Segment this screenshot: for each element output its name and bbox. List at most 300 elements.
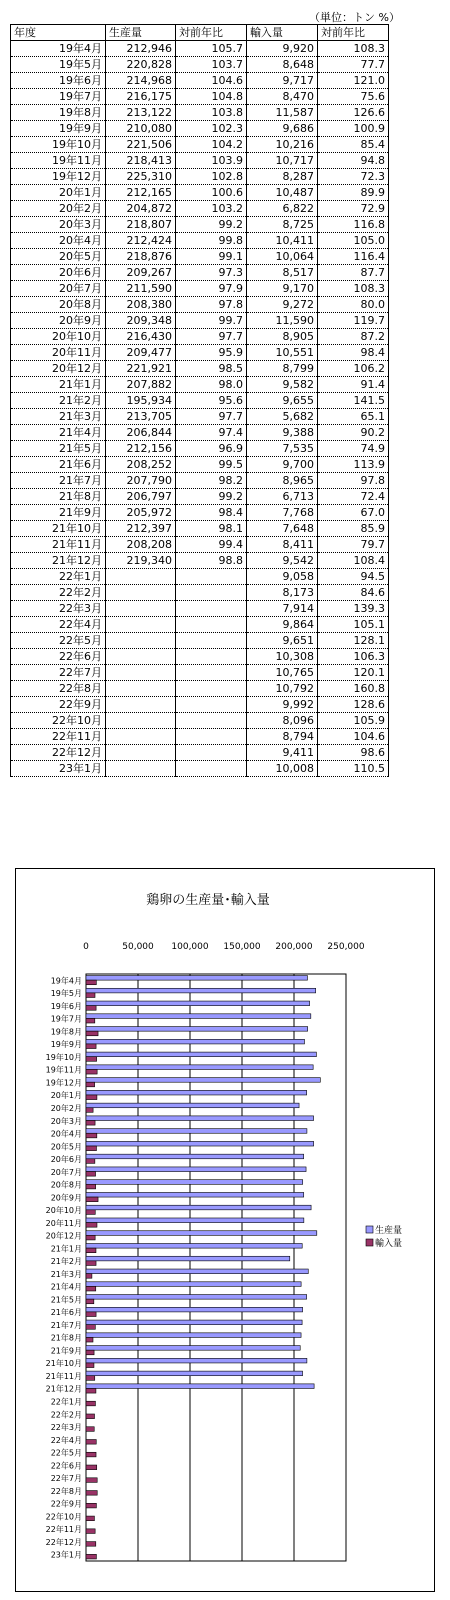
cell-production-ratio: 97.7 bbox=[176, 409, 247, 425]
table-row bbox=[11, 41, 389, 57]
cell-production bbox=[106, 745, 176, 761]
cell-import-ratio: 120.1 bbox=[318, 665, 389, 681]
table-row bbox=[11, 457, 389, 473]
header-production: 生産量 bbox=[106, 25, 176, 41]
cell-period: 19年8月 bbox=[11, 105, 106, 121]
table-row bbox=[11, 729, 389, 745]
cell-production-ratio: 95.6 bbox=[176, 393, 247, 409]
cell-period: 21年10月 bbox=[11, 521, 106, 537]
cell-import-ratio: 106.3 bbox=[318, 649, 389, 665]
legend-label: 生産量 bbox=[375, 1226, 403, 1236]
table-row bbox=[11, 393, 389, 409]
bar-import bbox=[86, 1478, 97, 1483]
table-row bbox=[11, 601, 389, 617]
cell-production: 225,310 bbox=[106, 169, 176, 185]
cell-import: 9,651 bbox=[247, 633, 318, 649]
y-tick-label: 19年10月 bbox=[45, 1052, 82, 1062]
bar-import bbox=[86, 1350, 94, 1355]
cell-import: 10,792 bbox=[247, 681, 318, 697]
bar-production bbox=[86, 1244, 302, 1249]
cell-import-ratio: 75.6 bbox=[318, 89, 389, 105]
cell-import: 7,914 bbox=[247, 601, 318, 617]
y-tick-label: 20年7月 bbox=[50, 1167, 82, 1177]
cell-production-ratio bbox=[176, 729, 247, 745]
bar-import bbox=[86, 1286, 96, 1291]
table-row bbox=[11, 345, 389, 361]
cell-import-ratio: 77.7 bbox=[318, 57, 389, 73]
cell-production: 218,807 bbox=[106, 217, 176, 233]
cell-import: 10,064 bbox=[247, 249, 318, 265]
cell-period: 21年3月 bbox=[11, 409, 106, 425]
cell-production: 220,828 bbox=[106, 57, 176, 73]
table-row bbox=[11, 105, 389, 121]
cell-production: 216,175 bbox=[106, 89, 176, 105]
bar-import bbox=[86, 1337, 93, 1342]
cell-production-ratio bbox=[176, 585, 247, 601]
bar-import bbox=[86, 1325, 95, 1330]
bar-import bbox=[86, 1197, 98, 1202]
y-tick-label: 22年2月 bbox=[50, 1410, 82, 1420]
cell-import: 7,648 bbox=[247, 521, 318, 537]
cell-production-ratio: 98.0 bbox=[176, 377, 247, 393]
cell-period: 22年10月 bbox=[11, 713, 106, 729]
table-row bbox=[11, 153, 389, 169]
cell-import-ratio: 72.9 bbox=[318, 201, 389, 217]
table-row bbox=[11, 217, 389, 233]
cell-production: 209,477 bbox=[106, 345, 176, 361]
cell-import: 9,411 bbox=[247, 745, 318, 761]
cell-production: 207,882 bbox=[106, 377, 176, 393]
bar-import bbox=[86, 1261, 96, 1266]
bar-import bbox=[86, 1223, 97, 1228]
bar-production bbox=[86, 1052, 316, 1057]
cell-import-ratio: 113.9 bbox=[318, 457, 389, 473]
bar-production bbox=[86, 1078, 320, 1083]
unit-label: （単位：トン %） bbox=[309, 11, 400, 24]
cell-production-ratio: 104.6 bbox=[176, 73, 247, 89]
cell-production-ratio: 99.2 bbox=[176, 489, 247, 505]
cell-import-ratio: 72.3 bbox=[318, 169, 389, 185]
bar-import bbox=[86, 993, 95, 998]
bar-production bbox=[86, 1180, 303, 1185]
cell-production: 204,872 bbox=[106, 201, 176, 217]
cell-import: 7,768 bbox=[247, 505, 318, 521]
bar-import bbox=[86, 1491, 97, 1496]
cell-import: 9,717 bbox=[247, 73, 318, 89]
bar-import bbox=[86, 1414, 94, 1419]
cell-period: 23年1月 bbox=[11, 761, 106, 777]
cell-import-ratio: 128.6 bbox=[318, 697, 389, 713]
bar-production bbox=[86, 1307, 303, 1312]
cell-production-ratio: 98.1 bbox=[176, 521, 247, 537]
cell-period: 21年7月 bbox=[11, 473, 106, 489]
plot-area bbox=[86, 974, 346, 1561]
cell-production-ratio bbox=[176, 569, 247, 585]
cell-import: 8,799 bbox=[247, 361, 318, 377]
table-row bbox=[11, 441, 389, 457]
cell-production: 206,844 bbox=[106, 425, 176, 441]
cell-import-ratio: 104.6 bbox=[318, 729, 389, 745]
cell-import: 9,170 bbox=[247, 281, 318, 297]
bar-production bbox=[86, 1205, 311, 1210]
x-tick-label: 50,000 bbox=[122, 942, 154, 952]
cell-production bbox=[106, 585, 176, 601]
y-tick-label: 20年3月 bbox=[50, 1116, 82, 1126]
cell-import: 10,551 bbox=[247, 345, 318, 361]
cell-import: 5,682 bbox=[247, 409, 318, 425]
header-import: 輸入量 bbox=[247, 25, 318, 41]
cell-period: 22年12月 bbox=[11, 745, 106, 761]
cell-production bbox=[106, 633, 176, 649]
cell-production-ratio bbox=[176, 713, 247, 729]
bar-import bbox=[86, 1440, 96, 1445]
y-tick-label: 20年5月 bbox=[50, 1142, 82, 1152]
chart-frame bbox=[15, 868, 435, 1592]
cell-import-ratio: 126.6 bbox=[318, 105, 389, 121]
cell-import-ratio: 65.1 bbox=[318, 409, 389, 425]
y-tick-label: 21年10月 bbox=[45, 1359, 82, 1369]
bar-import bbox=[86, 980, 96, 985]
table-row bbox=[11, 425, 389, 441]
cell-production-ratio bbox=[176, 681, 247, 697]
cell-import: 6,713 bbox=[247, 489, 318, 505]
bar-import bbox=[86, 1465, 97, 1470]
cell-import-ratio: 105.9 bbox=[318, 713, 389, 729]
cell-production: 212,424 bbox=[106, 233, 176, 249]
bar-import bbox=[86, 1120, 95, 1125]
bar-chart bbox=[16, 869, 434, 1591]
cell-import: 9,542 bbox=[247, 553, 318, 569]
cell-import-ratio: 105.0 bbox=[318, 233, 389, 249]
cell-production: 206,797 bbox=[106, 489, 176, 505]
cell-period: 19年7月 bbox=[11, 89, 106, 105]
table-row bbox=[11, 377, 389, 393]
y-tick-label: 20年11月 bbox=[45, 1218, 82, 1228]
x-tick-label: 150,000 bbox=[223, 942, 261, 952]
bar-production bbox=[86, 1282, 301, 1287]
cell-import: 10,487 bbox=[247, 185, 318, 201]
bar-production bbox=[86, 1167, 306, 1172]
y-tick-label: 21年8月 bbox=[50, 1333, 82, 1343]
bar-import bbox=[86, 1172, 96, 1177]
y-tick-label: 20年6月 bbox=[50, 1155, 82, 1165]
cell-production: 211,590 bbox=[106, 281, 176, 297]
cell-production: 221,506 bbox=[106, 137, 176, 153]
cell-import: 8,905 bbox=[247, 329, 318, 345]
cell-production-ratio: 104.8 bbox=[176, 89, 247, 105]
y-tick-label: 22年10月 bbox=[45, 1512, 82, 1522]
cell-production: 209,348 bbox=[106, 313, 176, 329]
cell-production-ratio bbox=[176, 665, 247, 681]
bar-production bbox=[86, 988, 316, 993]
table-row bbox=[11, 201, 389, 217]
bar-import bbox=[86, 1516, 94, 1521]
cell-import-ratio: 106.2 bbox=[318, 361, 389, 377]
y-tick-label: 22年3月 bbox=[50, 1423, 82, 1433]
y-tick-label: 19年7月 bbox=[50, 1014, 82, 1024]
cell-import-ratio: 119.7 bbox=[318, 313, 389, 329]
cell-import: 10,308 bbox=[247, 649, 318, 665]
bar-production bbox=[86, 1218, 304, 1223]
table-body bbox=[11, 41, 389, 777]
cell-import: 7,535 bbox=[247, 441, 318, 457]
y-tick-label: 20年1月 bbox=[50, 1091, 82, 1101]
y-tick-label: 19年12月 bbox=[45, 1078, 82, 1088]
cell-import: 8,517 bbox=[247, 265, 318, 281]
cell-import-ratio: 94.8 bbox=[318, 153, 389, 169]
cell-period: 21年12月 bbox=[11, 553, 106, 569]
cell-import: 9,920 bbox=[247, 41, 318, 57]
bar-production bbox=[86, 1039, 304, 1044]
bar-import bbox=[86, 1363, 94, 1368]
x-tick-label: 0 bbox=[83, 942, 89, 952]
bar-import bbox=[86, 1095, 97, 1100]
bar-production bbox=[86, 1001, 310, 1006]
table-row bbox=[11, 473, 389, 489]
table-row bbox=[11, 329, 389, 345]
cell-production-ratio: 99.4 bbox=[176, 537, 247, 553]
cell-period: 20年11月 bbox=[11, 345, 106, 361]
table-row bbox=[11, 297, 389, 313]
bar-production bbox=[86, 1384, 314, 1389]
y-tick-label: 22年1月 bbox=[50, 1397, 82, 1407]
cell-import: 9,058 bbox=[247, 569, 318, 585]
table-row bbox=[11, 649, 389, 665]
bar-import bbox=[86, 1529, 95, 1534]
cell-period: 19年11月 bbox=[11, 153, 106, 169]
cell-period: 20年3月 bbox=[11, 217, 106, 233]
bar-import bbox=[86, 1006, 96, 1011]
cell-production bbox=[106, 697, 176, 713]
cell-production-ratio: 103.8 bbox=[176, 105, 247, 121]
cell-production bbox=[106, 569, 176, 585]
bar-production bbox=[86, 1192, 304, 1197]
cell-import: 9,272 bbox=[247, 297, 318, 313]
cell-production: 219,340 bbox=[106, 553, 176, 569]
cell-period: 21年6月 bbox=[11, 457, 106, 473]
cell-import-ratio: 91.4 bbox=[318, 377, 389, 393]
bar-production bbox=[86, 1065, 313, 1070]
table-row bbox=[11, 681, 389, 697]
cell-import: 8,411 bbox=[247, 537, 318, 553]
cell-production: 205,972 bbox=[106, 505, 176, 521]
cell-production: 209,267 bbox=[106, 265, 176, 281]
table-row bbox=[11, 169, 389, 185]
legend-swatch bbox=[366, 1226, 373, 1233]
bar-import bbox=[86, 1082, 95, 1087]
y-tick-label: 19年5月 bbox=[50, 989, 82, 999]
bar-import bbox=[86, 1503, 96, 1508]
y-tick-label: 21年1月 bbox=[50, 1244, 82, 1254]
cell-production: 212,156 bbox=[106, 441, 176, 457]
y-tick-label: 21年4月 bbox=[50, 1282, 82, 1292]
cell-period: 22年11月 bbox=[11, 729, 106, 745]
y-tick-label: 22年12月 bbox=[45, 1537, 82, 1547]
cell-production-ratio: 98.4 bbox=[176, 505, 247, 521]
cell-production: 218,413 bbox=[106, 153, 176, 169]
table-row bbox=[11, 537, 389, 553]
cell-period: 21年11月 bbox=[11, 537, 106, 553]
bar-import bbox=[86, 1401, 95, 1406]
cell-import-ratio: 87.2 bbox=[318, 329, 389, 345]
cell-production bbox=[106, 601, 176, 617]
bar-production bbox=[86, 1116, 314, 1121]
cell-import: 9,992 bbox=[247, 697, 318, 713]
cell-import-ratio: 108.4 bbox=[318, 553, 389, 569]
y-tick-label: 19年9月 bbox=[50, 1040, 82, 1050]
cell-import-ratio: 85.9 bbox=[318, 521, 389, 537]
y-tick-label: 22年9月 bbox=[50, 1499, 82, 1509]
y-tick-label: 22年4月 bbox=[50, 1435, 82, 1445]
cell-production-ratio bbox=[176, 697, 247, 713]
cell-import-ratio: 85.4 bbox=[318, 137, 389, 153]
data-table bbox=[10, 24, 389, 777]
cell-production bbox=[106, 649, 176, 665]
cell-import-ratio: 116.4 bbox=[318, 249, 389, 265]
cell-production-ratio bbox=[176, 601, 247, 617]
cell-import: 9,686 bbox=[247, 121, 318, 137]
table-row bbox=[11, 233, 389, 249]
cell-import-ratio: 108.3 bbox=[318, 41, 389, 57]
table-row bbox=[11, 665, 389, 681]
cell-period: 19年5月 bbox=[11, 57, 106, 73]
cell-import: 8,470 bbox=[247, 89, 318, 105]
cell-production-ratio: 97.8 bbox=[176, 297, 247, 313]
y-tick-label: 22年8月 bbox=[50, 1486, 82, 1496]
cell-import: 8,287 bbox=[247, 169, 318, 185]
cell-production-ratio bbox=[176, 761, 247, 777]
bar-import bbox=[86, 1044, 96, 1049]
bar-import bbox=[86, 1108, 93, 1113]
cell-production: 208,252 bbox=[106, 457, 176, 473]
x-tick-label: 100,000 bbox=[171, 942, 209, 952]
cell-period: 22年6月 bbox=[11, 649, 106, 665]
cell-production: 195,934 bbox=[106, 393, 176, 409]
cell-production-ratio bbox=[176, 745, 247, 761]
y-tick-label: 22年7月 bbox=[50, 1474, 82, 1484]
bar-import bbox=[86, 1388, 96, 1393]
y-tick-label: 21年7月 bbox=[50, 1320, 82, 1330]
cell-import: 10,765 bbox=[247, 665, 318, 681]
bar-import bbox=[86, 1146, 96, 1151]
cell-import: 10,411 bbox=[247, 233, 318, 249]
table-row bbox=[11, 185, 389, 201]
cell-production bbox=[106, 665, 176, 681]
cell-production-ratio: 99.2 bbox=[176, 217, 247, 233]
bar-production bbox=[86, 1346, 300, 1351]
y-tick-label: 20年10月 bbox=[45, 1206, 82, 1216]
header-period: 年度 bbox=[11, 25, 106, 41]
cell-production-ratio: 98.5 bbox=[176, 361, 247, 377]
cell-period: 20年2月 bbox=[11, 201, 106, 217]
table-row bbox=[11, 489, 389, 505]
cell-production: 208,380 bbox=[106, 297, 176, 313]
table-row bbox=[11, 281, 389, 297]
cell-import: 11,590 bbox=[247, 313, 318, 329]
cell-import: 8,096 bbox=[247, 713, 318, 729]
table-row bbox=[11, 89, 389, 105]
bar-production bbox=[86, 976, 307, 981]
cell-period: 22年3月 bbox=[11, 601, 106, 617]
y-tick-label: 20年12月 bbox=[45, 1231, 82, 1241]
bar-production bbox=[86, 1014, 311, 1019]
cell-production: 216,430 bbox=[106, 329, 176, 345]
cell-period: 22年5月 bbox=[11, 633, 106, 649]
cell-period: 20年6月 bbox=[11, 265, 106, 281]
cell-production: 218,876 bbox=[106, 249, 176, 265]
x-tick-label: 250,000 bbox=[327, 942, 365, 952]
cell-period: 21年4月 bbox=[11, 425, 106, 441]
legend-swatch bbox=[366, 1239, 373, 1246]
cell-period: 20年5月 bbox=[11, 249, 106, 265]
cell-import: 10,216 bbox=[247, 137, 318, 153]
bar-production bbox=[86, 1129, 307, 1134]
y-tick-label: 21年6月 bbox=[50, 1308, 82, 1318]
cell-import: 8,173 bbox=[247, 585, 318, 601]
cell-production: 208,208 bbox=[106, 537, 176, 553]
cell-production-ratio: 95.9 bbox=[176, 345, 247, 361]
cell-import: 8,794 bbox=[247, 729, 318, 745]
cell-production-ratio: 99.1 bbox=[176, 249, 247, 265]
cell-import: 9,655 bbox=[247, 393, 318, 409]
bar-import bbox=[86, 1057, 97, 1062]
cell-import-ratio: 89.9 bbox=[318, 185, 389, 201]
cell-period: 22年1月 bbox=[11, 569, 106, 585]
y-tick-label: 21年11月 bbox=[45, 1371, 82, 1381]
table-header-row bbox=[11, 25, 389, 41]
cell-production bbox=[106, 617, 176, 633]
bar-import bbox=[86, 1554, 96, 1559]
bar-production bbox=[86, 1358, 307, 1363]
cell-import-ratio: 74.9 bbox=[318, 441, 389, 457]
cell-production: 212,165 bbox=[106, 185, 176, 201]
bar-import bbox=[86, 1018, 95, 1023]
cell-import: 9,864 bbox=[247, 617, 318, 633]
cell-import-ratio: 110.5 bbox=[318, 761, 389, 777]
cell-period: 22年8月 bbox=[11, 681, 106, 697]
cell-production-ratio: 97.7 bbox=[176, 329, 247, 345]
cell-production bbox=[106, 729, 176, 745]
cell-production: 213,122 bbox=[106, 105, 176, 121]
header-import-ratio: 対前年比 bbox=[318, 25, 389, 41]
y-tick-label: 20年8月 bbox=[50, 1180, 82, 1190]
cell-import-ratio: 105.1 bbox=[318, 617, 389, 633]
legend-label: 輸入量 bbox=[375, 1239, 403, 1249]
table-row bbox=[11, 553, 389, 569]
cell-period: 21年1月 bbox=[11, 377, 106, 393]
bar-production bbox=[86, 1090, 307, 1095]
cell-production-ratio: 103.9 bbox=[176, 153, 247, 169]
cell-production: 214,968 bbox=[106, 73, 176, 89]
table-row bbox=[11, 313, 389, 329]
bar-production bbox=[86, 1141, 314, 1146]
cell-import: 9,388 bbox=[247, 425, 318, 441]
bar-production bbox=[86, 1333, 301, 1338]
cell-production-ratio: 97.4 bbox=[176, 425, 247, 441]
table-row bbox=[11, 521, 389, 537]
cell-period: 20年10月 bbox=[11, 329, 106, 345]
x-tick-label: 200,000 bbox=[275, 942, 313, 952]
y-tick-label: 22年11月 bbox=[45, 1525, 82, 1535]
cell-production-ratio: 102.8 bbox=[176, 169, 247, 185]
bar-production bbox=[86, 1371, 303, 1376]
cell-import-ratio: 128.1 bbox=[318, 633, 389, 649]
y-tick-label: 21年12月 bbox=[45, 1384, 82, 1394]
cell-production: 213,705 bbox=[106, 409, 176, 425]
bar-import bbox=[86, 1427, 94, 1432]
cell-production: 207,790 bbox=[106, 473, 176, 489]
cell-import: 6,822 bbox=[247, 201, 318, 217]
